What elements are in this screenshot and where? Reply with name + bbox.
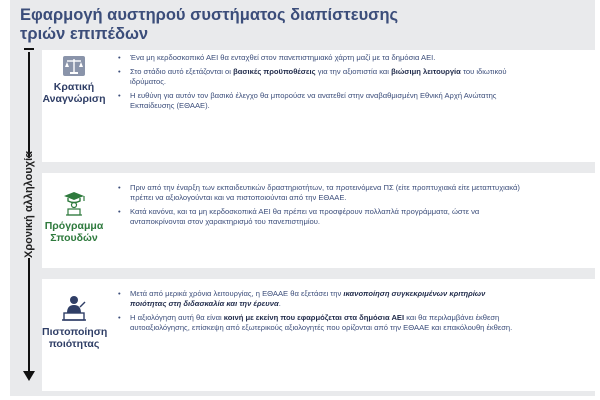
bullet-item — [116, 289, 521, 309]
bullet-list — [116, 53, 521, 115]
section-study-program — [42, 173, 595, 268]
graduation-podium-icon — [60, 189, 88, 217]
bullet-list — [116, 289, 521, 337]
section-label: Πιστοποίηση ποιότητας — [42, 326, 108, 350]
bullet-text: . — [278, 299, 281, 308]
section-header — [42, 279, 106, 391]
bullet-text: για την αξιοπιστία και — [315, 67, 392, 76]
bullet-item — [116, 53, 521, 63]
bullet-list — [116, 183, 521, 231]
scales-icon — [61, 54, 87, 78]
bullet-emphasis: ικανοποίηση συγκεκριμένων κριτηρίων ποιότητας στη διδασκαλία και την έρευνα — [130, 289, 486, 308]
bullet-item — [116, 313, 521, 333]
section-header — [42, 173, 106, 268]
bullet-text: Πριν από την έναρξη των εκπαιδευτικών δραστηριοτήτων, τα προτεινόμενα ΠΣ (είτε προπτυχιακά είτε μεταπτυχιακά) πρέπει να αξιολογούνται και να πιστοποιούνται από την ΕΘΑΑΕ. — [130, 183, 520, 202]
timeline-axis-label: Χρονική αλληλουχία — [23, 151, 35, 258]
section-header — [42, 50, 106, 162]
bullet-item — [116, 67, 521, 87]
bullet-text: Μετά από μερικά χρόνια λειτουργίας, η ΕΘΑΑΕ θα εξετάσει την — [130, 289, 344, 298]
bullet-emphasis: βιώσιμη λειτουργία — [391, 67, 461, 76]
section-label: Πρόγραμμα Σπουδών — [44, 220, 104, 244]
bullet-item — [116, 207, 521, 227]
page-title: Εφαρμογή αυστηρού συστήματος διαπίστευσης τριών επιπέδων — [20, 6, 399, 43]
bullet-text: και θα περιλαμβάνει έκθεση αυτοαξιολόγησης, επίσκεψη από εξωτερικούς αξιολογητές που ορίζονται από την ΕΘΑΑΕ και επακόλουθη έκθεση. — [130, 313, 513, 332]
section-quality-certification — [42, 279, 595, 391]
timeline-axis-cap — [24, 48, 34, 50]
bullet-emphasis: κοινή με εκείνη που εφαρμόζεται στα δημόσια ΑΕΙ — [223, 313, 405, 322]
bullet-emphasis: βασικές προϋποθέσεις — [233, 67, 316, 76]
section-state-recognition — [42, 50, 595, 162]
bullet-item — [116, 91, 521, 111]
bullet-item — [116, 183, 521, 203]
arrow-down-icon — [23, 371, 35, 381]
bullet-text: Κατά κανόνα, και τα μη κερδοσκοπικά ΑΕΙ θα πρέπει να προσφέρουν πολλαπλά προγράμματα, ώστε να ανταποκρίνονται στον χαρακτηρισμό του πανεπιστημίου. — [130, 207, 480, 226]
bullet-text: Στο στάδιο αυτό εξετάζονται οι — [130, 67, 234, 76]
bullet-text: του ιδιωτικού ιδρύματος. — [130, 67, 507, 86]
bullet-text: Η ευθύνη για αυτόν τον βασικό έλεγχο θα μπορούσε να ανατεθεί στην αναβαθμισμένη Εθνική Αρχή Ανώτατης Εκπαίδευσης (ΕΘΑΑΕ). — [130, 91, 497, 110]
bullet-text: Η αξιολόγηση αυτή θα είναι — [130, 313, 224, 322]
section-label: Κρατική Αναγνώριση — [42, 81, 106, 105]
bullet-text: Ένα μη κερδοσκοπικό ΑΕΙ θα ενταχθεί στον πανεπιστημιακό χάρτη μαζί με τα δημόσια ΑΕΙ. — [130, 53, 436, 62]
teacher-presenting-icon — [60, 293, 88, 323]
